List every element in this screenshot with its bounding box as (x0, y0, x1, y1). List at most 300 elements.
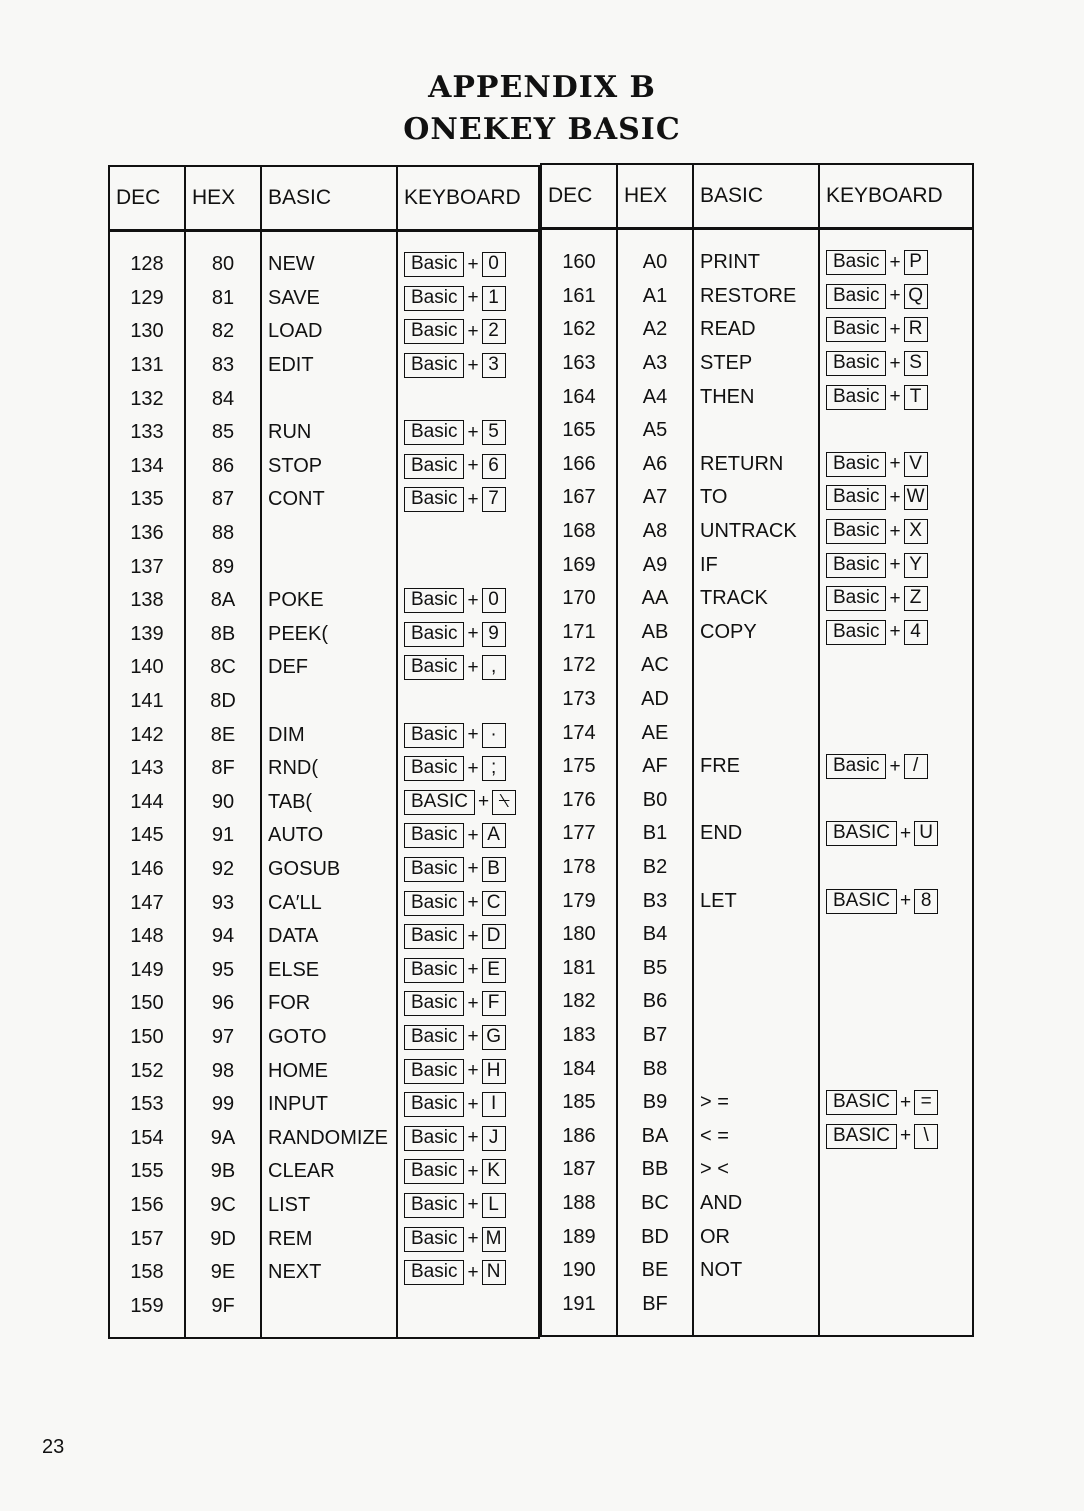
char-key: T (904, 385, 928, 410)
char-key: R (904, 317, 928, 342)
basic-cell: DEF (261, 651, 397, 685)
basic-cell: > < (693, 1153, 819, 1187)
table-row (541, 817, 973, 851)
basic-cell (693, 951, 819, 985)
plus-sign: + (467, 1261, 479, 1283)
keyboard-cell (819, 448, 973, 482)
table-row (541, 448, 973, 482)
keyboard-cell (397, 853, 539, 887)
hex-cell: 98 (185, 1054, 261, 1088)
key-combo (404, 723, 506, 748)
char-key: X (904, 519, 928, 544)
dec-cell: 145 (130, 824, 164, 847)
basic-cell: PRINT (693, 229, 819, 280)
dec-cell: 144 (130, 790, 164, 813)
char-key: 4 (904, 620, 928, 645)
hex-cell: A2 (617, 313, 693, 347)
basic-cell (693, 683, 819, 717)
key-combo (826, 485, 928, 510)
key-combo (826, 620, 928, 645)
dec-cell: 157 (130, 1227, 164, 1250)
dec-cell: 168 (562, 520, 596, 543)
hex-cell: B3 (617, 884, 693, 918)
basic-key: Basic (826, 351, 886, 376)
basic-key: BASIC (826, 889, 897, 914)
keyboard-cell (397, 416, 539, 450)
keyboard-cell (819, 750, 973, 784)
basic-cell: RETURN (693, 448, 819, 482)
dec-cell: 189 (562, 1225, 596, 1248)
key-combo (404, 857, 506, 882)
basic-key: Basic (404, 723, 464, 748)
dec-cell: 164 (562, 385, 596, 408)
basic-cell: GOSUB (261, 853, 397, 887)
keyboard-cell (397, 483, 539, 517)
hex-cell: 9C (185, 1189, 261, 1223)
basic-cell (693, 918, 819, 952)
hex-cell: A6 (617, 448, 693, 482)
keyboard-cell (397, 382, 539, 416)
keyboard-cell (397, 987, 539, 1021)
basic-key: Basic (826, 452, 886, 477)
plus-sign: + (900, 890, 912, 912)
char-key: D (482, 924, 506, 949)
key-combo (826, 1124, 938, 1149)
keyboard-cell (397, 550, 539, 584)
key-combo (404, 487, 506, 512)
table-row (109, 752, 539, 786)
dec-cell: 191 (562, 1292, 596, 1315)
basic-cell: < = (693, 1119, 819, 1153)
basic-cell: ELSE (261, 953, 397, 987)
keyboard-cell (397, 819, 539, 853)
basic-key: Basic (404, 1059, 464, 1084)
basic-cell: TRACK (693, 582, 819, 616)
char-key: 0 (482, 588, 506, 613)
col-keyboard: KEYBOARD (819, 164, 973, 229)
basic-cell: NOT (693, 1254, 819, 1288)
basic-cell: TO (693, 481, 819, 515)
key-combo (826, 1090, 938, 1115)
plus-sign: + (467, 253, 479, 275)
dec-cell: 129 (130, 286, 164, 309)
dec-cell: 136 (130, 522, 164, 545)
basic-key: Basic (826, 620, 886, 645)
dec-cell: 170 (562, 587, 596, 610)
hex-cell: 96 (185, 987, 261, 1021)
keyboard-cell (397, 315, 539, 349)
dec-cell: 166 (562, 452, 596, 475)
char-key: / (904, 754, 928, 779)
dec-cell: 154 (130, 1126, 164, 1149)
key-combo (404, 655, 506, 680)
table-row (109, 1155, 539, 1189)
basic-key: Basic (404, 319, 464, 344)
table-row (541, 649, 973, 683)
keyboard-cell (819, 1086, 973, 1120)
dec-cell: 143 (130, 757, 164, 780)
plus-sign: + (467, 892, 479, 914)
plus-sign: + (467, 724, 479, 746)
keyboard-cell (819, 918, 973, 952)
keyboard-cell (397, 1088, 539, 1122)
basic-cell (693, 1052, 819, 1086)
keyboard-cell (819, 481, 973, 515)
basic-cell (693, 1287, 819, 1336)
basic-cell (693, 851, 819, 885)
key-combo (826, 385, 928, 410)
table-row (541, 1052, 973, 1086)
dec-cell: 186 (562, 1124, 596, 1147)
basic-key: Basic (404, 958, 464, 983)
char-key: · (482, 723, 506, 748)
basic-cell: STOP (261, 450, 397, 484)
dec-cell: 177 (562, 822, 596, 845)
basic-key: Basic (404, 487, 464, 512)
dec-cell: 178 (562, 855, 596, 878)
plus-sign: + (478, 791, 490, 813)
basic-cell: LET (693, 884, 819, 918)
dec-cell: 185 (562, 1091, 596, 1114)
char-key: K (482, 1159, 506, 1184)
hex-cell: 84 (185, 382, 261, 416)
table-row (541, 515, 973, 549)
keyboard-cell (819, 1119, 973, 1153)
basic-cell: LOAD (261, 315, 397, 349)
col-dec: DEC (109, 166, 185, 231)
hex-cell: A4 (617, 380, 693, 414)
hex-cell: AD (617, 683, 693, 717)
basic-cell (261, 382, 397, 416)
dec-cell: 133 (130, 421, 164, 444)
col-hex: HEX (185, 166, 261, 231)
dec-cell: 188 (562, 1191, 596, 1214)
plus-sign: + (889, 587, 901, 609)
table-row (109, 1189, 539, 1223)
basic-cell (693, 784, 819, 818)
key-combo (826, 351, 928, 376)
table-row (109, 819, 539, 853)
table-row (109, 517, 539, 551)
plus-sign: + (467, 858, 479, 880)
keyboard-cell (397, 1155, 539, 1189)
key-combo (404, 823, 506, 848)
table-row (109, 651, 539, 685)
keyboard-cell (819, 414, 973, 448)
basic-cell: RANDOMIZE (261, 1121, 397, 1155)
char-key: J (482, 1126, 506, 1151)
hex-cell: BC (617, 1187, 693, 1221)
basic-cell: INPUT (261, 1088, 397, 1122)
hex-cell: 88 (185, 517, 261, 551)
hex-cell: B4 (617, 918, 693, 952)
plus-sign: + (889, 453, 901, 475)
plus-sign: + (467, 925, 479, 947)
plus-sign: + (889, 520, 901, 542)
table-row (109, 550, 539, 584)
basic-key: Basic (826, 250, 886, 275)
basic-key: BASIC (826, 1090, 897, 1115)
plus-sign: + (467, 1060, 479, 1082)
keyboard-cell (397, 886, 539, 920)
hex-cell: 8F (185, 752, 261, 786)
keyboard-cell (397, 1021, 539, 1055)
basic-cell: RND( (261, 752, 397, 786)
key-combo (404, 756, 506, 781)
plus-sign: + (467, 589, 479, 611)
hex-cell: 86 (185, 450, 261, 484)
basic-cell: TAB( (261, 786, 397, 820)
table-row (109, 853, 539, 887)
keyboard-cell (819, 817, 973, 851)
keyboard-cell (819, 380, 973, 414)
hex-cell: B9 (617, 1086, 693, 1120)
dec-cell: 167 (562, 486, 596, 509)
table-row (109, 1289, 539, 1338)
basic-cell: AUTO (261, 819, 397, 853)
table-row (541, 1254, 973, 1288)
col-hex: HEX (617, 164, 693, 229)
table-row (109, 483, 539, 517)
key-combo (826, 821, 938, 846)
keyboard-cell (819, 716, 973, 750)
table-row (541, 683, 973, 717)
dec-cell: 158 (130, 1261, 164, 1284)
basic-key: Basic (826, 284, 886, 309)
keyboard-cell (397, 1121, 539, 1155)
table-row (109, 718, 539, 752)
table-row (541, 1220, 973, 1254)
dec-cell: 180 (562, 923, 596, 946)
dec-cell: 131 (130, 354, 164, 377)
basic-key: BASIC (404, 790, 475, 815)
keyboard-cell (397, 517, 539, 551)
keyboard-cell (819, 1254, 973, 1288)
char-key: W (904, 485, 928, 510)
key-combo (404, 1227, 506, 1252)
plus-sign: + (467, 757, 479, 779)
table-row (541, 985, 973, 1019)
keyboard-cell (819, 313, 973, 347)
dec-cell: 139 (130, 622, 164, 645)
keyboard-cell (397, 920, 539, 954)
appendix-subtitle: ONEKEY BASIC (403, 112, 681, 147)
hex-cell: 97 (185, 1021, 261, 1055)
keyboard-cell (397, 349, 539, 383)
plus-sign: + (467, 992, 479, 1014)
dec-cell: 176 (562, 788, 596, 811)
basic-cell: END (693, 817, 819, 851)
keyboard-cell (397, 618, 539, 652)
char-key: = (914, 1090, 938, 1115)
dec-cell: 179 (562, 889, 596, 912)
basic-cell: CA′LL (261, 886, 397, 920)
dec-cell: 187 (562, 1158, 596, 1181)
key-combo (826, 452, 928, 477)
dec-cell: 173 (562, 688, 596, 711)
keyboard-cell (819, 985, 973, 1019)
keyboard-cell (397, 1256, 539, 1290)
basic-key: Basic (404, 823, 464, 848)
table-row (109, 416, 539, 450)
basic-key: Basic (404, 420, 464, 445)
basic-cell (693, 985, 819, 1019)
dec-cell: 159 (130, 1294, 164, 1317)
basic-cell: OR (693, 1220, 819, 1254)
table-row (541, 481, 973, 515)
key-combo (404, 991, 506, 1016)
char-key: F (482, 991, 506, 1016)
char-key: \ (914, 1124, 938, 1149)
basic-cell (693, 1019, 819, 1053)
hex-cell: 81 (185, 282, 261, 316)
key-combo (826, 586, 928, 611)
char-key: V (904, 452, 928, 477)
table-row (109, 886, 539, 920)
plus-sign: + (889, 486, 901, 508)
char-key: Z (904, 586, 928, 611)
dec-cell: 141 (130, 690, 164, 713)
plus-sign: + (467, 656, 479, 678)
plus-sign: + (467, 623, 479, 645)
basic-cell (693, 649, 819, 683)
hex-cell: BE (617, 1254, 693, 1288)
basic-key: Basic (404, 1260, 464, 1285)
dec-cell: 175 (562, 755, 596, 778)
dec-cell: 169 (562, 553, 596, 576)
hex-cell: B0 (617, 784, 693, 818)
basic-key: BASIC (826, 1124, 897, 1149)
dec-cell: 149 (130, 958, 164, 981)
basic-key: Basic (404, 756, 464, 781)
col-basic: BASIC (261, 166, 397, 231)
keyboard-cell (819, 884, 973, 918)
basic-key: Basic (826, 754, 886, 779)
basic-cell: COPY (693, 616, 819, 650)
hex-cell: 9F (185, 1289, 261, 1338)
key-combo (404, 1126, 506, 1151)
table-row (541, 851, 973, 885)
hex-cell: AB (617, 616, 693, 650)
plus-sign: + (467, 1093, 479, 1115)
dec-cell: 184 (562, 1057, 596, 1080)
table-row (109, 349, 539, 383)
basic-cell: DATA (261, 920, 397, 954)
table-row (109, 685, 539, 719)
key-combo (404, 1193, 506, 1218)
key-combo (404, 790, 516, 815)
keyboard-cell (819, 951, 973, 985)
hex-cell: A0 (617, 229, 693, 280)
basic-key: Basic (826, 485, 886, 510)
hex-cell: BD (617, 1220, 693, 1254)
key-combo (826, 519, 928, 544)
keyboard-cell (819, 851, 973, 885)
basic-key: Basic (826, 385, 886, 410)
key-combo (404, 286, 506, 311)
char-key: H (482, 1059, 506, 1084)
keyboard-cell (397, 1189, 539, 1223)
keyboard-cell (819, 784, 973, 818)
table-row (109, 382, 539, 416)
basic-key: BASIC (826, 821, 897, 846)
char-key: B (482, 857, 506, 882)
dec-cell: 138 (130, 589, 164, 612)
key-combo (826, 317, 928, 342)
basic-cell: EDIT (261, 349, 397, 383)
plus-sign: + (889, 318, 901, 340)
keyboard-cell (397, 231, 539, 282)
table-row (541, 347, 973, 381)
basic-cell (693, 716, 819, 750)
hex-cell: B8 (617, 1052, 693, 1086)
basic-key: Basic (404, 588, 464, 613)
table-row (541, 784, 973, 818)
plus-sign: + (900, 1125, 912, 1147)
table-row (109, 1256, 539, 1290)
table-row (541, 313, 973, 347)
plus-sign: + (467, 354, 479, 376)
keyboard-cell (397, 685, 539, 719)
plus-sign: + (889, 352, 901, 374)
keyboard-cell (397, 718, 539, 752)
plus-sign: + (467, 1194, 479, 1216)
key-combo (404, 1025, 506, 1050)
basic-key: Basic (826, 553, 886, 578)
hex-cell: 92 (185, 853, 261, 887)
basic-cell: PEEK( (261, 618, 397, 652)
page-number: 23 (42, 1436, 65, 1458)
basic-cell (261, 685, 397, 719)
dec-cell: 152 (130, 1059, 164, 1082)
key-combo (404, 1260, 506, 1285)
hex-cell: 93 (185, 886, 261, 920)
dec-cell: 190 (562, 1259, 596, 1282)
basic-key: Basic (404, 252, 464, 277)
hex-cell: 8C (185, 651, 261, 685)
hex-cell: BF (617, 1287, 693, 1336)
table-row (541, 1119, 973, 1153)
basic-key: Basic (404, 353, 464, 378)
char-key: M (482, 1227, 506, 1252)
plus-sign: + (889, 285, 901, 307)
keyboard-cell (397, 651, 539, 685)
dec-cell: 142 (130, 723, 164, 746)
table-row (109, 786, 539, 820)
key-combo (404, 319, 506, 344)
hex-cell: B5 (617, 951, 693, 985)
plus-sign: + (467, 959, 479, 981)
dec-cell: 148 (130, 925, 164, 948)
plus-sign: + (467, 320, 479, 342)
hex-cell: A3 (617, 347, 693, 381)
char-key: A (482, 823, 506, 848)
dec-cell: 155 (130, 1160, 164, 1183)
dec-cell: 132 (130, 387, 164, 410)
basic-cell: FOR (261, 987, 397, 1021)
hex-cell: 9B (185, 1155, 261, 1189)
basic-key: Basic (404, 1126, 464, 1151)
dec-cell: 171 (562, 620, 596, 643)
basic-key: Basic (826, 586, 886, 611)
keyboard-cell (819, 1153, 973, 1187)
dec-cell: 153 (130, 1093, 164, 1116)
char-key: 9 (482, 622, 506, 647)
keyboard-cell (397, 1054, 539, 1088)
plus-sign: + (889, 554, 901, 576)
dec-cell: 137 (130, 555, 164, 578)
keyboard-cell (819, 347, 973, 381)
